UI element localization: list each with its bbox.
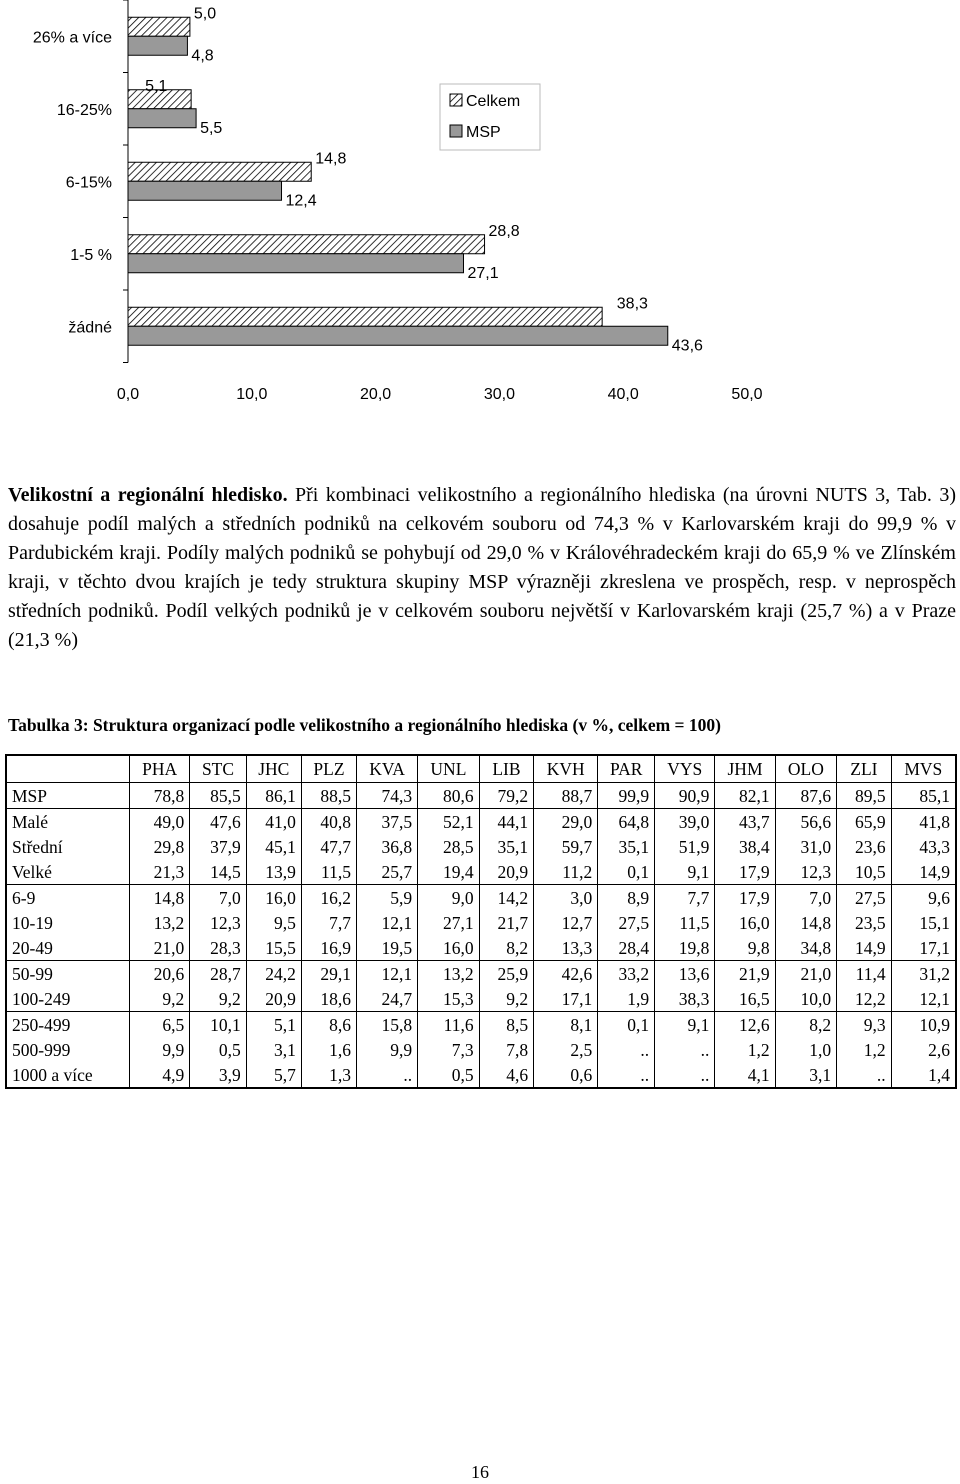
table-cell: 1,9 xyxy=(598,986,655,1012)
table-row xyxy=(6,809,956,835)
table-cell: 80,6 xyxy=(418,783,480,809)
table-cell: 7,0 xyxy=(775,885,837,911)
table-cell: 0,1 xyxy=(598,859,655,885)
table-cell: 17,9 xyxy=(715,859,775,885)
data-label-msp: 27,1 xyxy=(467,264,499,282)
table-cell: 21,9 xyxy=(715,961,775,987)
bar-celkem xyxy=(128,17,190,36)
table-cell: 16,0 xyxy=(715,910,775,935)
table-cell: 6,5 xyxy=(130,1012,190,1038)
table-cell: 89,5 xyxy=(837,783,892,809)
table-cell: 1,4 xyxy=(891,1062,956,1088)
table-cell: 13,6 xyxy=(655,961,715,987)
table-cell: 7,8 xyxy=(479,1037,534,1062)
table-cell: 43,3 xyxy=(891,834,956,859)
legend-label-msp: MSP xyxy=(466,124,501,141)
table-cell: 37,9 xyxy=(190,834,246,859)
table-cell: 16,2 xyxy=(301,885,356,911)
table-cell: 1,2 xyxy=(715,1037,775,1062)
table-cell: 88,5 xyxy=(301,783,356,809)
table-cell: 15,1 xyxy=(891,910,956,935)
table-cell: 7,3 xyxy=(418,1037,480,1062)
table-cell: 9,2 xyxy=(190,986,246,1012)
table-cell: .. xyxy=(598,1037,655,1062)
table-row xyxy=(6,834,956,859)
table-cell: 3,9 xyxy=(190,1062,246,1088)
table-cell: .. xyxy=(598,1062,655,1088)
x-tick-label: 30,0 xyxy=(483,386,515,403)
table-cell: 8,1 xyxy=(534,1012,598,1038)
table-cell: 31,2 xyxy=(891,961,956,987)
table-cell: 13,9 xyxy=(246,859,301,885)
row-label: 1000 a více xyxy=(12,1064,93,1085)
table-cell: 85,5 xyxy=(190,783,246,809)
data-label-celkem: 5,0 xyxy=(193,5,217,23)
bar-msp xyxy=(128,36,187,55)
column-header: PAR xyxy=(598,755,655,783)
table-cell: 85,1 xyxy=(891,783,956,809)
table-row xyxy=(6,783,956,809)
table-cell: 9,3 xyxy=(837,1012,892,1038)
data-label-celkem: 5,1 xyxy=(145,77,168,95)
table-cell: 15,8 xyxy=(357,1012,418,1038)
data-label-celkem: 28,8 xyxy=(488,222,520,240)
column-header: JHM xyxy=(715,755,775,783)
table-cell: 12,1 xyxy=(357,910,418,935)
data-label-msp: 5,5 xyxy=(200,119,223,137)
table-cell: 52,1 xyxy=(418,809,480,835)
table-cell: 36,8 xyxy=(357,834,418,859)
table-cell: 9,5 xyxy=(246,910,301,935)
table-row xyxy=(6,1037,956,1062)
table-cell: 9,9 xyxy=(357,1037,418,1062)
table-cell: 24,7 xyxy=(357,986,418,1012)
table-row xyxy=(6,986,956,1012)
bar-celkem xyxy=(128,307,602,326)
table-cell: 29,8 xyxy=(130,834,190,859)
table-cell: .. xyxy=(837,1062,892,1088)
row-label: 6-9 xyxy=(12,887,36,908)
table-cell: 47,6 xyxy=(190,809,246,835)
bar-msp xyxy=(128,326,668,345)
table-cell: 21,0 xyxy=(775,961,837,987)
row-label: Velké xyxy=(12,861,52,882)
table-cell: 5,1 xyxy=(246,1012,301,1038)
table-cell: 20,9 xyxy=(479,859,534,885)
data-table xyxy=(5,754,957,1089)
body-paragraph xyxy=(8,481,956,655)
x-tick-label: 20,0 xyxy=(360,386,392,403)
table-cell: 9,2 xyxy=(479,986,534,1012)
table-cell: 17,1 xyxy=(534,986,598,1012)
table-cell: 9,6 xyxy=(891,885,956,911)
table-cell: 20,9 xyxy=(246,986,301,1012)
legend-swatch-msp xyxy=(450,125,462,137)
table-cell: 12,3 xyxy=(190,910,246,935)
table-cell: 29,1 xyxy=(301,961,356,987)
table-row xyxy=(6,961,956,987)
table-cell: 49,0 xyxy=(130,809,190,835)
table-cell: 64,8 xyxy=(598,809,655,835)
data-label-celkem: 14,8 xyxy=(315,150,347,168)
column-header: VYS xyxy=(655,755,715,783)
table-row xyxy=(6,1062,956,1088)
table-cell: 5,9 xyxy=(357,885,418,911)
table-cell: 88,7 xyxy=(534,783,598,809)
table-cell: 16,9 xyxy=(301,935,356,961)
table-cell: 18,6 xyxy=(301,986,356,1012)
column-header: ZLI xyxy=(837,755,892,783)
column-header: MVS xyxy=(891,755,956,783)
table-cell: 7,0 xyxy=(190,885,246,911)
y-tick-label: 1-5 % xyxy=(70,246,112,264)
table-row xyxy=(6,935,956,961)
row-label: 50-99 xyxy=(12,963,53,984)
table-cell: 10,9 xyxy=(891,1012,956,1038)
table-row xyxy=(6,859,956,885)
table-cell: 99,9 xyxy=(598,783,655,809)
table-cell: 33,2 xyxy=(598,961,655,987)
table-cell: 25,9 xyxy=(479,961,534,987)
table-cell: 1,6 xyxy=(301,1037,356,1062)
table-cell: 10,0 xyxy=(775,986,837,1012)
bar-msp xyxy=(128,254,463,273)
table-cell: 28,7 xyxy=(190,961,246,987)
data-label-msp: 4,8 xyxy=(191,47,214,65)
table-cell: 4,9 xyxy=(130,1062,190,1088)
row-label: Malé xyxy=(12,811,48,832)
table-cell: 34,8 xyxy=(775,935,837,961)
y-tick-label: 16-25% xyxy=(56,101,112,119)
table-cell: 19,5 xyxy=(357,935,418,961)
table-cell: 9,9 xyxy=(130,1037,190,1062)
table-cell: .. xyxy=(655,1062,715,1088)
chart-legend xyxy=(440,84,540,150)
table-cell: 25,7 xyxy=(357,859,418,885)
y-tick-label: 26% a více xyxy=(32,29,112,47)
table-cell: 41,8 xyxy=(891,809,956,835)
table-cell: 0,5 xyxy=(418,1062,480,1088)
table-cell: 42,6 xyxy=(534,961,598,987)
table-cell: 9,0 xyxy=(418,885,480,911)
table-cell: 11,4 xyxy=(837,961,892,987)
bar-celkem xyxy=(128,235,485,254)
table-cell: 12,2 xyxy=(837,986,892,1012)
column-header: LIB xyxy=(479,755,534,783)
table-cell: 4,1 xyxy=(715,1062,775,1088)
table-cell: 21,0 xyxy=(130,935,190,961)
table-cell: 9,8 xyxy=(715,935,775,961)
table-cell: 1,2 xyxy=(837,1037,892,1062)
table-cell: 3,0 xyxy=(534,885,598,911)
data-label-msp: 43,6 xyxy=(671,337,703,355)
table-row xyxy=(6,885,956,911)
column-header: PHA xyxy=(130,755,190,783)
table-cell: 8,5 xyxy=(479,1012,534,1038)
table-cell: 28,5 xyxy=(418,834,480,859)
table-cell: 40,8 xyxy=(301,809,356,835)
table-cell: .. xyxy=(655,1037,715,1062)
table-cell: 20,6 xyxy=(130,961,190,987)
table-cell: 7,7 xyxy=(301,910,356,935)
table-cell: 59,7 xyxy=(534,834,598,859)
y-tick-label: žádné xyxy=(68,319,112,337)
table-cell: 14,9 xyxy=(837,935,892,961)
row-label: Střední xyxy=(12,836,63,857)
legend-label-celkem: Celkem xyxy=(466,93,521,110)
x-tick-label: 0,0 xyxy=(116,386,140,403)
table-cell: 19,4 xyxy=(418,859,480,885)
table-row xyxy=(6,1012,956,1038)
paragraph-text: Při kombinaci velikostního a regionálního hlediska (na úrovni NUTS 3, Tab. 3) dosahuje podíl malých a středních podniků na celkovém souboru od 74,3 % v Karlovarském kraji do 99,9 % v Pardubickém kraji. Podíly malých podniků se pohybují od 29,0 % v Královéhradeckém kraji do 65,9 % ve Zlínském kraji, v těchto dvou krajích je tedy struktura skupiny MSP výrazněji zkreslena ve prospěch, resp. v neprospěch středních podniků. Podíl velkých podniků je v celkovém souboru největší v Karlovarském kraji (25,7 %) a v Praze (21,3 %) xyxy=(8,484,956,651)
table-cell: 8,6 xyxy=(301,1012,356,1038)
table-title: Tabulka 3: Struktura organizací podle velikostního a regionálního hlediska (v %, celkem = 100) xyxy=(8,715,721,735)
column-header: STC xyxy=(190,755,246,783)
table-cell: 17,1 xyxy=(891,935,956,961)
table-cell: 9,2 xyxy=(130,986,190,1012)
data-label-msp: 12,4 xyxy=(285,192,317,210)
column-header: KVA xyxy=(357,755,418,783)
table-cell: 43,7 xyxy=(715,809,775,835)
table-cell: 5,7 xyxy=(246,1062,301,1088)
table-cell: 24,2 xyxy=(246,961,301,987)
table-cell: 14,9 xyxy=(891,859,956,885)
bar-msp xyxy=(128,109,196,128)
table-cell: 35,1 xyxy=(479,834,534,859)
table-cell: 19,8 xyxy=(655,935,715,961)
table-cell: 9,1 xyxy=(655,1012,715,1038)
table-cell: 10,5 xyxy=(837,859,892,885)
table-cell: .. xyxy=(357,1062,418,1088)
bar-celkem xyxy=(128,162,311,181)
table-cell: 4,6 xyxy=(479,1062,534,1088)
data-label-celkem: 38,3 xyxy=(616,295,648,313)
table-corner-cell xyxy=(6,755,130,783)
x-tick-label: 50,0 xyxy=(731,386,763,403)
table-cell: 15,5 xyxy=(246,935,301,961)
table-cell: 21,3 xyxy=(130,859,190,885)
table-cell: 11,6 xyxy=(418,1012,480,1038)
table-cell: 29,0 xyxy=(534,809,598,835)
table-cell: 11,5 xyxy=(655,910,715,935)
table-cell: 8,2 xyxy=(479,935,534,961)
table-cell: 7,7 xyxy=(655,885,715,911)
table-cell: 3,1 xyxy=(775,1062,837,1088)
table-cell: 27,5 xyxy=(598,910,655,935)
table-cell: 8,9 xyxy=(598,885,655,911)
table-cell: 13,2 xyxy=(418,961,480,987)
table-cell: 11,2 xyxy=(534,859,598,885)
table-cell: 23,6 xyxy=(837,834,892,859)
column-header: PLZ xyxy=(301,755,356,783)
table-cell: 0,5 xyxy=(190,1037,246,1062)
table-cell: 9,1 xyxy=(655,859,715,885)
x-tick-label: 10,0 xyxy=(236,386,268,403)
table-cell: 28,4 xyxy=(598,935,655,961)
table-cell: 14,8 xyxy=(775,910,837,935)
table-cell: 27,1 xyxy=(418,910,480,935)
table-cell: 87,6 xyxy=(775,783,837,809)
table-cell: 56,6 xyxy=(775,809,837,835)
table-cell: 23,5 xyxy=(837,910,892,935)
table-cell: 12,1 xyxy=(891,986,956,1012)
table-cell: 41,0 xyxy=(246,809,301,835)
table-cell: 13,3 xyxy=(534,935,598,961)
table-cell: 16,0 xyxy=(418,935,480,961)
table-cell: 14,5 xyxy=(190,859,246,885)
table-cell: 0,6 xyxy=(534,1062,598,1088)
table-cell: 17,9 xyxy=(715,885,775,911)
row-label: 10-19 xyxy=(12,912,53,933)
table-cell: 8,2 xyxy=(775,1012,837,1038)
table-cell: 38,4 xyxy=(715,834,775,859)
table-cell: 1,0 xyxy=(775,1037,837,1062)
table-cell: 11,5 xyxy=(301,859,356,885)
bar-chart xyxy=(0,0,960,420)
table-cell: 12,7 xyxy=(534,910,598,935)
table-cell: 65,9 xyxy=(837,809,892,835)
column-header: UNL xyxy=(418,755,480,783)
table-cell: 37,5 xyxy=(357,809,418,835)
x-tick-label: 40,0 xyxy=(607,386,639,403)
row-label: 20-49 xyxy=(12,937,53,958)
table-cell: 90,9 xyxy=(655,783,715,809)
legend-swatch-celkem xyxy=(450,94,462,106)
table-cell: 82,1 xyxy=(715,783,775,809)
table-cell: 39,0 xyxy=(655,809,715,835)
table-cell: 35,1 xyxy=(598,834,655,859)
row-label: MSP xyxy=(12,785,48,806)
y-tick-label: 6-15% xyxy=(65,174,112,192)
table-cell: 51,9 xyxy=(655,834,715,859)
row-label: 500-999 xyxy=(12,1039,71,1060)
table-cell: 47,7 xyxy=(301,834,356,859)
column-header: JHC xyxy=(246,755,301,783)
table-cell: 1,3 xyxy=(301,1062,356,1088)
table-row xyxy=(6,910,956,935)
page-number: 16 xyxy=(471,1462,489,1482)
paragraph-lead: Velikostní a regionální hledisko. xyxy=(8,484,288,506)
table-cell: 74,3 xyxy=(357,783,418,809)
table-cell: 31,0 xyxy=(775,834,837,859)
table-cell: 21,7 xyxy=(479,910,534,935)
table-cell: 0,1 xyxy=(598,1012,655,1038)
table-cell: 78,8 xyxy=(130,783,190,809)
table-cell: 86,1 xyxy=(246,783,301,809)
table-cell: 10,1 xyxy=(190,1012,246,1038)
table-cell: 16,5 xyxy=(715,986,775,1012)
table-cell: 38,3 xyxy=(655,986,715,1012)
table-cell: 14,2 xyxy=(479,885,534,911)
table-cell: 2,5 xyxy=(534,1037,598,1062)
table-cell: 12,1 xyxy=(357,961,418,987)
table-cell: 13,2 xyxy=(130,910,190,935)
table-cell: 12,3 xyxy=(775,859,837,885)
table-cell: 3,1 xyxy=(246,1037,301,1062)
row-label: 250-499 xyxy=(12,1014,71,1035)
table-cell: 79,2 xyxy=(479,783,534,809)
table-cell: 12,6 xyxy=(715,1012,775,1038)
table-cell: 28,3 xyxy=(190,935,246,961)
column-header: KVH xyxy=(534,755,598,783)
column-header: OLO xyxy=(775,755,837,783)
table-cell: 14,8 xyxy=(130,885,190,911)
table-cell: 44,1 xyxy=(479,809,534,835)
table-cell: 15,3 xyxy=(418,986,480,1012)
table-cell: 45,1 xyxy=(246,834,301,859)
table-cell: 2,6 xyxy=(891,1037,956,1062)
bar-msp xyxy=(128,181,282,200)
table-cell: 27,5 xyxy=(837,885,892,911)
row-label: 100-249 xyxy=(12,988,71,1009)
table-cell: 16,0 xyxy=(246,885,301,911)
